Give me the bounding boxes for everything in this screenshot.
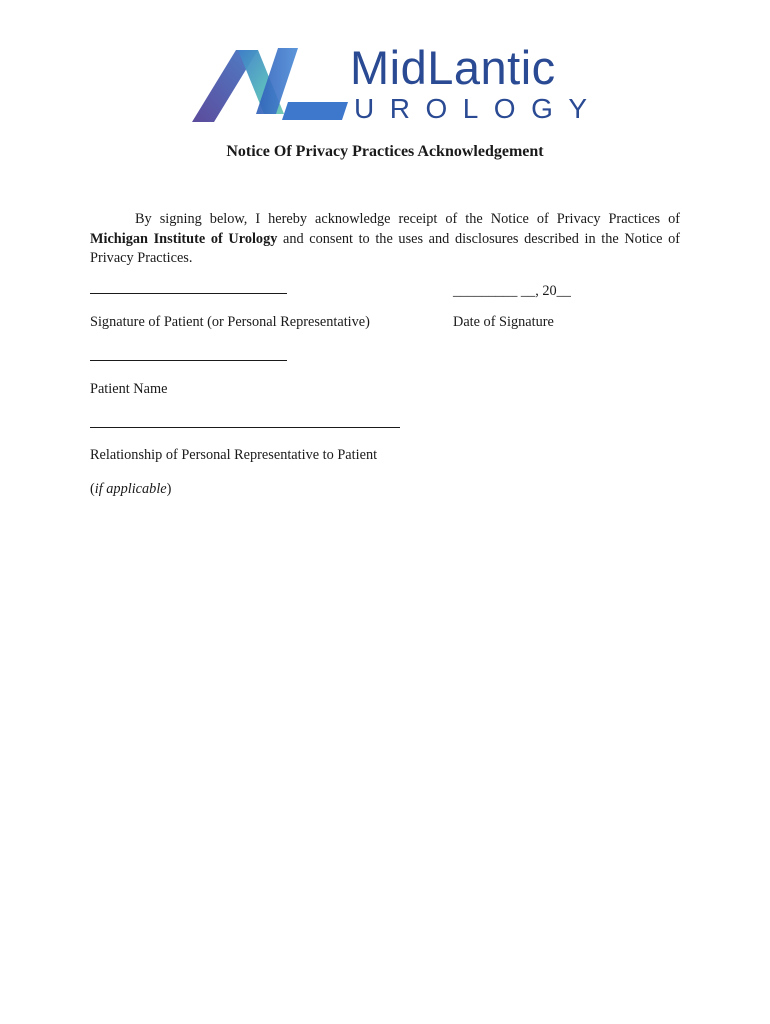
signature-label: Signature of Patient (or Personal Representative) [90, 314, 370, 330]
patient-name-label: Patient Name [90, 381, 168, 397]
paragraph-lead: By signing below, I hereby acknowledge receipt of the Notice of Privacy Practices of [135, 211, 680, 227]
paren-open: ( [90, 481, 95, 497]
organization-name: Michigan Institute of Urology [90, 230, 278, 247]
date-blank[interactable]: _________ __, 20__ [453, 283, 571, 299]
relationship-label: Relationship of Personal Representative to Patient [90, 447, 378, 463]
acknowledgement-paragraph [90, 210, 680, 269]
if-applicable-text: if applicable [94, 481, 167, 497]
logo-wordmark-midlantic: MidLantic [350, 41, 556, 94]
paren-close: ) [166, 481, 172, 497]
if-applicable-note [90, 480, 171, 498]
date-label: Date of Signature [453, 314, 554, 330]
relationship-line[interactable] [90, 427, 400, 428]
signature-line[interactable] [90, 293, 287, 294]
midlantic-urology-logo [192, 41, 603, 126]
patient-name-line[interactable] [90, 360, 287, 361]
logo-wordmark-urology: UROLOGY [354, 93, 603, 124]
document-title: Notice Of Privacy Practices Acknowledgement [226, 143, 544, 160]
logo-mark-icon [192, 42, 352, 126]
paragraph-tail: and consent to the uses and disclosures described in the Notice of Privacy Practices. [90, 230, 680, 266]
